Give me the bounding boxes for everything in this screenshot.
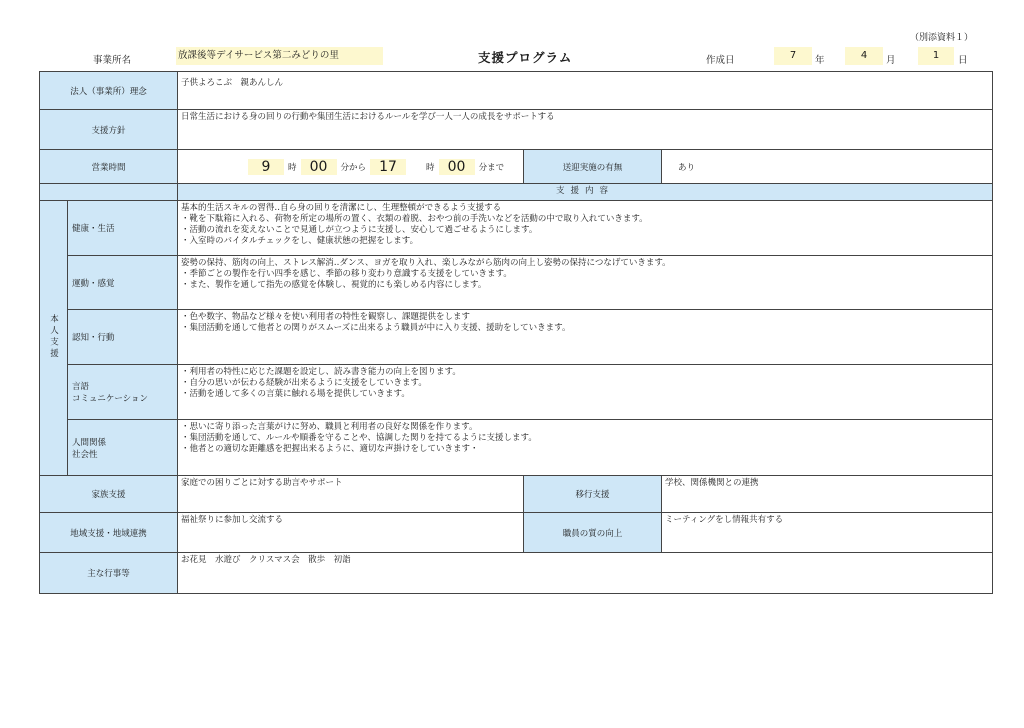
relationships-social-content: ・思いに寄り添った言葉がけに努め、職員と利用者の良好な関係を作ります。 ・集団活動を通して、ルールや順番を守ることや、協調した関りを持てるように支援します。 ・他者との適切な距離感を把握出来るように、適切な声掛けをしていきます・: [178, 420, 993, 476]
end-hour: 17: [370, 159, 406, 175]
family-support-label: 家族支援: [40, 476, 178, 513]
support-program-table: [39, 71, 993, 594]
philosophy-label: 法人（事業所）理念: [40, 72, 178, 110]
hour-unit-2: 時: [426, 162, 435, 173]
month-unit: 月: [886, 55, 896, 66]
staff-quality-label: 職員の質の向上: [524, 513, 662, 553]
relationships-social-label: 人間関係 社会性: [68, 420, 178, 476]
language-communication-content: ・利用者の特性に応じた課題を設定し、読み書き能力の向上を図ります。 ・自分の思いが伝わる経験が出来るように支援をしていきます。 ・活動を通して多くの言葉に触れる場を提供していきます。: [178, 365, 993, 420]
transition-support-text: 学校、関係機関との連携: [662, 476, 993, 513]
start-hour: 9: [248, 159, 284, 175]
language-communication-label: 言語 コミュニケーション: [68, 365, 178, 420]
year-unit: 年: [815, 55, 825, 66]
policy-label: 支援方針: [40, 110, 178, 150]
attachment-note: （別添資料１）: [910, 33, 974, 43]
transport-value: あり: [662, 150, 993, 184]
created-month: 4: [845, 47, 883, 65]
business-hours: [178, 150, 524, 184]
policy-text: 日常生活における身の回りの行動や集団生活におけるルールを学び一人一人の成長をサポートする: [178, 110, 993, 150]
start-minute: 00: [301, 159, 337, 175]
from-unit: 分から: [340, 162, 367, 173]
hour-unit: 時: [288, 162, 297, 173]
motor-sensory-content: 姿勢の保持、筋肉の向上、ストレス解消‥ダンス、ヨガを取り入れ、楽しみながら筋肉の向上し姿勢の保持につなげていきます。 ・季節ごとの製作を行い四季を感じ、季節の移り変わり意識する支援をしていきます。 ・また、製作を通して指先の感覚を体験し、視覚的にも楽しめる内容にします。: [178, 256, 993, 310]
hours-label: 営業時間: [40, 150, 178, 184]
cognition-behavior-label: 認知・行動: [68, 310, 178, 365]
health-life-content: 基本的生活スキルの習得‥自ら身の回りを清潔にし、生理整頓ができるよう支援する ・靴を下駄箱に入れる、荷物を所定の場所の置く、衣類の着脱、おやつ前の手洗いなどを活動の中で取り入れていきます。 ・活動の流れを変えないことで見通しが立つように支援し、安心して過ごせるようにします。 ・入室時のバイタルチェックをし、健康状態の把握をします。: [178, 201, 993, 256]
events-label: 主な行事等: [40, 553, 178, 594]
motor-sensory-label: 運動・感覚: [68, 256, 178, 310]
transport-label: 送迎実施の有無: [524, 150, 662, 184]
staff-quality-text: ミーティングをし情報共有する: [662, 513, 993, 553]
health-life-label: 健康・生活: [68, 201, 178, 256]
support-content-heading: 支援内容: [178, 184, 993, 201]
community-support-label: 地域支援・地域連携: [40, 513, 178, 553]
transition-support-label: 移行支援: [524, 476, 662, 513]
created-day: 1: [918, 47, 954, 65]
section-spacer: [40, 184, 178, 201]
philosophy-text: 子供よろこぶ 親あんしん: [178, 72, 993, 110]
cognition-behavior-content: ・色や数字、物品など様々を使い利用者の特性を観察し、課題提供をします ・集団活動を通して他者との関りがスムーズに出来るよう職員が中に入り支援、援助をしていきます。: [178, 310, 993, 365]
until-unit: 分まで: [478, 162, 505, 173]
day-unit: 日: [958, 55, 968, 66]
personal-support-label: 本人支援: [40, 201, 68, 476]
family-support-text: 家庭での困りごとに対する助言やサポート: [178, 476, 524, 513]
created-date-label: 作成日: [706, 55, 735, 66]
community-support-text: 福祉祭りに参加し交流する: [178, 513, 524, 553]
facility-name: 放課後等デイサービス第二みどりの里: [176, 47, 383, 65]
facility-label: 事業所名: [93, 55, 132, 66]
page-title: 支援プログラム: [478, 50, 573, 65]
created-year: 7: [774, 47, 812, 65]
end-minute: 00: [439, 159, 475, 175]
events-text: お花見 水遊び クリスマス会 散歩 初詣: [178, 553, 993, 594]
